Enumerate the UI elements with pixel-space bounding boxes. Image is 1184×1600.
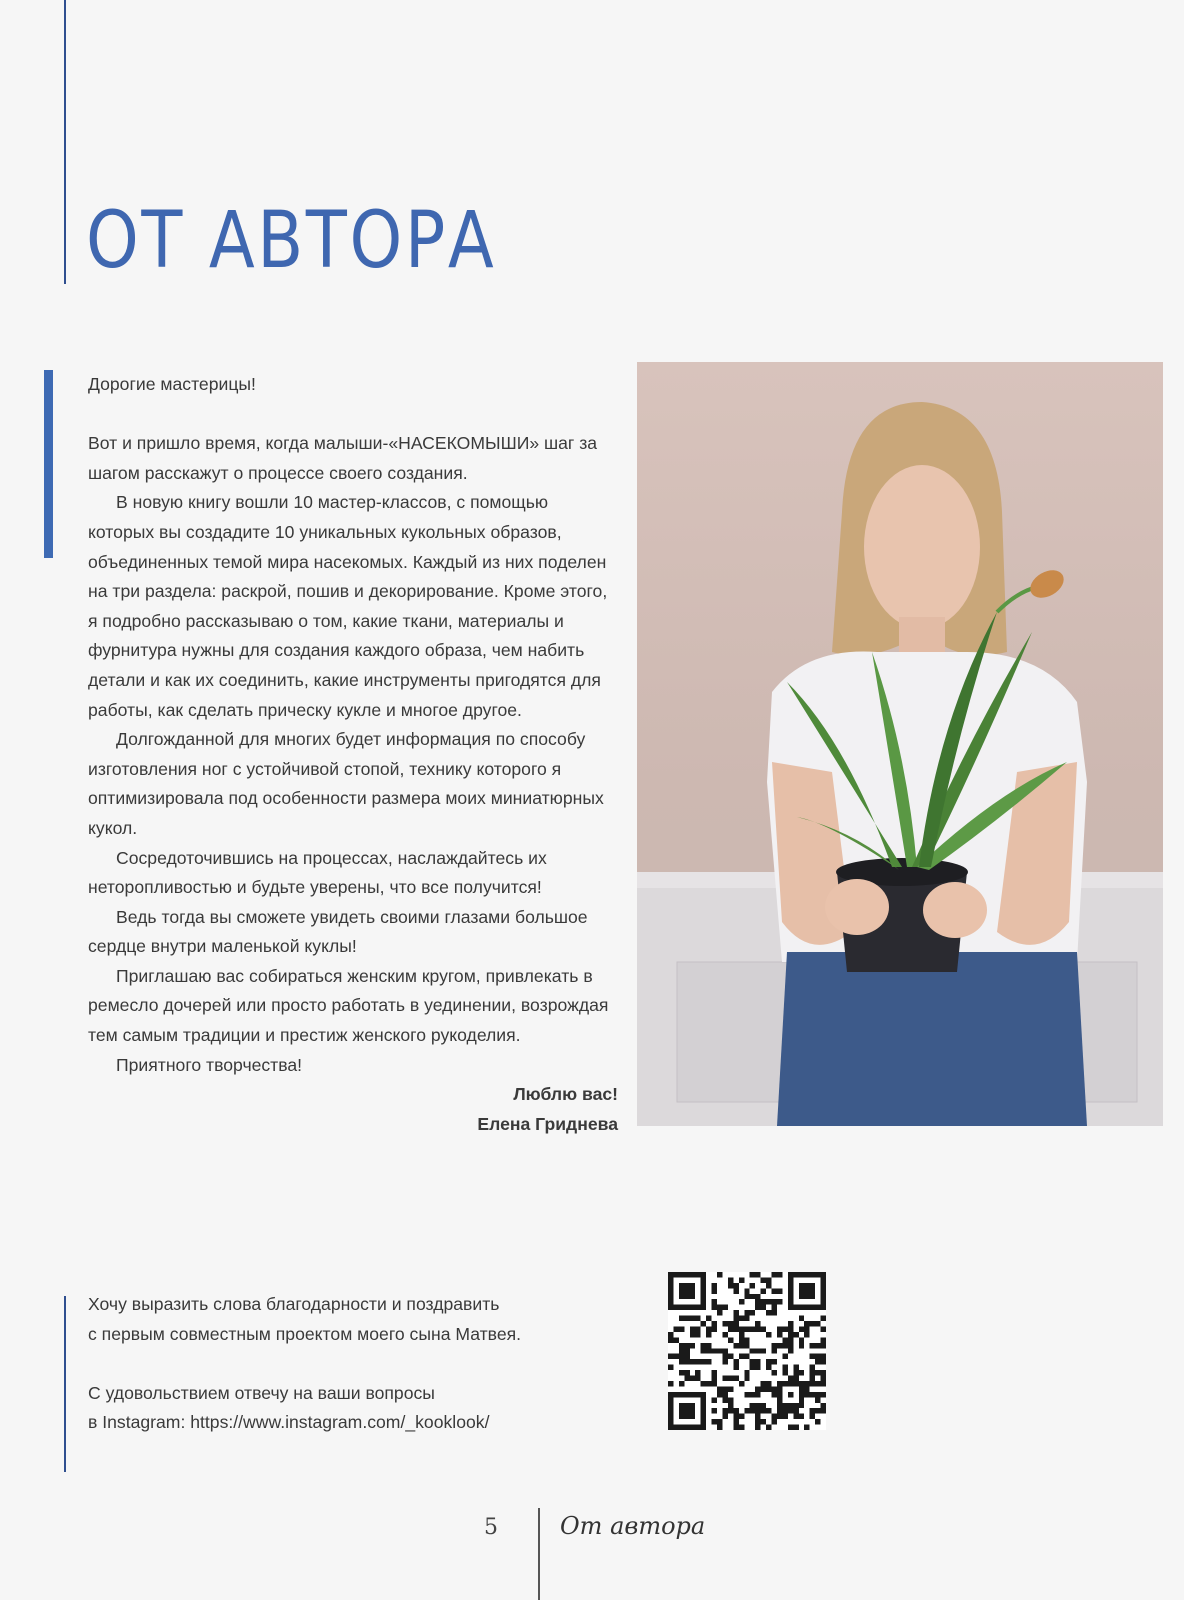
letter-paragraph: Приятного творчества! — [116, 1054, 303, 1075]
qr-module — [788, 1332, 793, 1337]
qr-module — [821, 1326, 826, 1331]
qr-module — [788, 1392, 793, 1397]
qr-module — [706, 1348, 711, 1353]
qr-module — [690, 1359, 695, 1364]
qr-module — [772, 1310, 777, 1315]
qr-module — [712, 1381, 717, 1386]
qr-module — [695, 1359, 700, 1364]
qr-module — [728, 1408, 733, 1413]
qr-module — [744, 1326, 749, 1331]
qr-module — [722, 1321, 727, 1326]
qr-module — [679, 1381, 684, 1386]
qr-module — [810, 1408, 815, 1413]
qr-module — [810, 1370, 815, 1375]
qr-module — [750, 1392, 755, 1397]
thanks-line: с первым совместным проектом моего сына Матвея. — [88, 1323, 522, 1344]
qr-module — [717, 1419, 722, 1424]
qr-module — [739, 1337, 744, 1342]
qr-module — [766, 1381, 771, 1386]
qr-module — [804, 1321, 809, 1326]
qr-module — [755, 1294, 760, 1299]
qr-module — [777, 1332, 782, 1337]
qr-module — [673, 1337, 678, 1342]
qr-module — [772, 1348, 777, 1353]
qr-module — [821, 1370, 826, 1375]
qr-module — [668, 1332, 673, 1337]
qr-module — [782, 1343, 787, 1348]
qr-module — [810, 1392, 815, 1397]
qr-module — [772, 1305, 777, 1310]
qr-module — [750, 1359, 755, 1364]
letter-paragraph: Вот и пришло время, когда малыши-«НАСЕКОМЫШИ» шаг за шагом расскажут о процессе своего создания. — [88, 433, 598, 483]
qr-module — [722, 1414, 727, 1419]
qr-module — [717, 1386, 722, 1391]
qr-module — [733, 1326, 738, 1331]
accent-bar — [44, 370, 53, 558]
qr-module — [810, 1376, 815, 1381]
qr-module — [690, 1326, 695, 1331]
qr-module — [695, 1332, 700, 1337]
qr-module — [777, 1408, 782, 1413]
qr-module — [766, 1277, 771, 1282]
qr-module — [722, 1376, 727, 1381]
qr-module — [788, 1343, 793, 1348]
author-photo — [637, 362, 1163, 1126]
qr-module — [690, 1343, 695, 1348]
qr-module — [815, 1359, 820, 1364]
qr-module — [733, 1376, 738, 1381]
qr-module — [761, 1381, 766, 1386]
qr-module — [788, 1326, 793, 1331]
qr-module — [761, 1403, 766, 1408]
qr-module — [733, 1414, 738, 1419]
letter-paragraph: Долгожданной для многих будет информация по способу изготовления ног с устойчивой стопой, технику которого я оптимизировала под особенности размера моих миниатюрных кукол. — [88, 729, 604, 838]
qr-module — [755, 1326, 760, 1331]
qr-module — [739, 1316, 744, 1321]
qr-module — [810, 1343, 815, 1348]
qr-module — [744, 1408, 749, 1413]
qr-module — [744, 1288, 749, 1293]
qr-module — [799, 1283, 815, 1299]
qr-module — [750, 1403, 755, 1408]
qr-module — [772, 1386, 777, 1391]
qr-module — [772, 1419, 777, 1424]
qr-module — [815, 1392, 820, 1397]
qr-module — [793, 1332, 798, 1337]
qr-module — [679, 1354, 684, 1359]
qr-module — [722, 1348, 727, 1353]
qr-module — [739, 1381, 744, 1386]
qr-module — [668, 1354, 673, 1359]
qr-module — [706, 1332, 711, 1337]
qr-module — [750, 1348, 755, 1353]
qr-module — [804, 1326, 809, 1331]
qr-module — [668, 1381, 673, 1386]
qr-module — [804, 1425, 809, 1430]
qr-module — [766, 1299, 771, 1304]
letter-paragraph: Сосредоточившись на процессах, наслаждайтесь их неторопливостью и будьте уверены, что все получится! — [88, 847, 547, 898]
qr-module — [782, 1408, 787, 1413]
qr-module — [772, 1343, 777, 1348]
qr-module — [788, 1321, 793, 1326]
qr-module — [788, 1348, 793, 1353]
qr-module — [761, 1408, 766, 1413]
qr-module — [782, 1337, 787, 1342]
qr-module — [755, 1414, 760, 1419]
qr-module — [810, 1354, 815, 1359]
qr-module — [695, 1316, 700, 1321]
qr-module — [755, 1365, 760, 1370]
qr-module — [772, 1299, 777, 1304]
qr-module — [821, 1376, 826, 1381]
qr-module — [815, 1354, 820, 1359]
qr-module — [712, 1288, 717, 1293]
qr-module — [821, 1354, 826, 1359]
qr-module — [733, 1321, 738, 1326]
qr-module — [815, 1408, 820, 1413]
qr-module — [821, 1392, 826, 1397]
qr-module — [766, 1386, 771, 1391]
qr-module — [755, 1272, 760, 1277]
qr-module — [755, 1403, 760, 1408]
qr-module — [673, 1326, 678, 1331]
qr-module — [701, 1359, 706, 1364]
qr-module — [810, 1365, 815, 1370]
qr-module — [761, 1419, 766, 1424]
qr-module — [679, 1359, 684, 1364]
qr-module — [788, 1376, 793, 1381]
qr-module — [706, 1359, 711, 1364]
qr-module — [766, 1332, 771, 1337]
qr-module — [717, 1348, 722, 1353]
qr-module — [739, 1332, 744, 1337]
qr-module — [755, 1359, 760, 1364]
qr-module — [733, 1359, 738, 1364]
qr-module — [761, 1326, 766, 1331]
qr-module — [728, 1321, 733, 1326]
qr-module — [777, 1299, 782, 1304]
qr-module — [761, 1386, 766, 1391]
qr-module — [750, 1365, 755, 1370]
qr-module — [733, 1419, 738, 1424]
qr-module — [772, 1392, 777, 1397]
letter-paragraph: Приглашаю вас собираться женским кругом, привлекать в ремесло дочерей или просто работать в уединении, возрождая тем самым традиции и престиж женского рукоделия. — [88, 965, 609, 1046]
qr-module — [804, 1332, 809, 1337]
qr-module — [739, 1343, 744, 1348]
qr-module — [744, 1376, 749, 1381]
qr-module — [793, 1370, 798, 1375]
qr-module — [821, 1359, 826, 1364]
qr-module — [739, 1354, 744, 1359]
qr-module — [717, 1272, 722, 1277]
qr-module — [701, 1343, 706, 1348]
qr-module — [690, 1316, 695, 1321]
qr-module — [766, 1408, 771, 1413]
qr-module — [810, 1381, 815, 1386]
qr-module — [755, 1305, 760, 1310]
letter-paragraph: Ведь тогда вы сможете увидеть своими глазами большое сердце внутри маленькой куклы! — [88, 906, 588, 957]
thanks-line: Хочу выразить слова благодарности и поздравить — [88, 1294, 500, 1314]
qr-module — [690, 1332, 695, 1337]
qr-module — [728, 1283, 733, 1288]
instagram-link[interactable]: в Instagram: https://www.instagram.com/_kooklook/ — [88, 1412, 490, 1433]
qr-module — [755, 1392, 760, 1397]
qr-module — [722, 1408, 727, 1413]
qr-module — [712, 1283, 717, 1288]
qr-module — [695, 1376, 700, 1381]
qr-module — [744, 1392, 749, 1397]
qr-module — [668, 1365, 673, 1370]
qr-module — [673, 1354, 678, 1359]
qr-module — [701, 1381, 706, 1386]
left-margin-rule — [64, 0, 66, 284]
qr-module — [744, 1337, 749, 1342]
qr-module — [712, 1348, 717, 1353]
qr-module — [733, 1408, 738, 1413]
qr-module — [793, 1425, 798, 1430]
qr-module — [750, 1326, 755, 1331]
qr-module — [815, 1397, 820, 1402]
qr-module — [728, 1386, 733, 1391]
qr-module — [712, 1370, 717, 1375]
qr-module — [679, 1316, 684, 1321]
qr-module — [695, 1370, 700, 1375]
qr-module — [810, 1321, 815, 1326]
qr-module — [782, 1414, 787, 1419]
letter-signature — [88, 1080, 618, 1139]
qr-module — [744, 1343, 749, 1348]
qr-module — [755, 1408, 760, 1413]
running-footer-title: От автора — [560, 1512, 706, 1540]
qr-module — [684, 1316, 689, 1321]
qr-module — [728, 1403, 733, 1408]
qr-module — [815, 1419, 820, 1424]
qr-module — [821, 1337, 826, 1342]
qr-module — [706, 1316, 711, 1321]
qr-module — [772, 1414, 777, 1419]
qr-module — [712, 1408, 717, 1413]
qr-module — [739, 1425, 744, 1430]
qr-module — [750, 1294, 755, 1299]
letter-closing: Люблю вас! — [513, 1084, 618, 1105]
qr-module — [810, 1414, 815, 1419]
qr-module — [788, 1337, 793, 1342]
qr-module — [766, 1425, 771, 1430]
qr-module — [815, 1343, 820, 1348]
qr-module — [706, 1326, 711, 1331]
qr-module — [684, 1348, 689, 1353]
qr-module — [712, 1305, 717, 1310]
qr-module — [706, 1343, 711, 1348]
qr-module — [788, 1425, 793, 1430]
qr-module — [815, 1381, 820, 1386]
qr-module — [793, 1365, 798, 1370]
qr-module — [793, 1376, 798, 1381]
qr-module — [821, 1408, 826, 1413]
qr-module — [761, 1288, 766, 1293]
qr-module — [733, 1343, 738, 1348]
qr-module — [755, 1425, 760, 1430]
qr-module — [712, 1326, 717, 1331]
qr-module — [782, 1370, 787, 1375]
qr-module — [712, 1321, 717, 1326]
qr-module — [739, 1414, 744, 1419]
qr-module — [684, 1370, 689, 1375]
qr-code[interactable] — [668, 1272, 826, 1430]
qr-module — [777, 1414, 782, 1419]
qr-module — [777, 1272, 782, 1277]
qr-module — [717, 1392, 722, 1397]
letter-paragraph: В новую книгу вошли 10 мастер-классов, с помощью которых вы создадите 10 уникальных кукольных образов, объединенных темой мира насекомых. Каждый из них поделен на три раздела: раскрой, пошив и декорирование. Кроме этого, я подробно рассказываю о том, какие ткани, материалы и фурнитура нужны для создания каждого образа, чем набить детали и как их соединить, какие инструменты пригодятся для работы, как сделать прическу кукле и многое другое. — [88, 492, 608, 720]
qr-module — [690, 1376, 695, 1381]
qr-module — [793, 1408, 798, 1413]
qr-module — [695, 1326, 700, 1331]
acknowledgements — [88, 1290, 648, 1438]
qr-module — [772, 1370, 777, 1375]
qr-module — [722, 1354, 727, 1359]
qr-module — [717, 1305, 722, 1310]
qr-module — [728, 1397, 733, 1402]
qr-module — [733, 1288, 738, 1293]
qr-module — [739, 1326, 744, 1331]
qr-module — [679, 1348, 684, 1353]
qr-module — [755, 1299, 760, 1304]
qr-module — [744, 1370, 749, 1375]
qr-module — [728, 1354, 733, 1359]
qr-module — [728, 1326, 733, 1331]
qr-module — [761, 1299, 766, 1304]
qr-module — [766, 1359, 771, 1364]
qr-module — [684, 1359, 689, 1364]
qr-module — [766, 1310, 771, 1315]
footer-divider — [538, 1508, 540, 1600]
qr-module — [684, 1376, 689, 1381]
qr-module — [782, 1354, 787, 1359]
qr-module — [772, 1272, 777, 1277]
qr-module — [744, 1294, 749, 1299]
qr-module — [701, 1348, 706, 1353]
qr-module — [761, 1277, 766, 1282]
qr-module — [821, 1403, 826, 1408]
qr-module — [821, 1343, 826, 1348]
qr-module — [750, 1283, 755, 1288]
letter-body — [88, 370, 618, 1139]
qr-module — [733, 1425, 738, 1430]
qr-module — [728, 1277, 733, 1282]
qr-module — [679, 1370, 684, 1375]
qr-module — [804, 1381, 809, 1386]
qr-module — [744, 1354, 749, 1359]
qr-module — [744, 1316, 749, 1321]
left-margin-rule-bottom — [64, 1296, 66, 1472]
qr-module — [772, 1359, 777, 1364]
qr-module — [728, 1337, 733, 1342]
qr-module — [679, 1403, 695, 1419]
qr-module — [755, 1386, 760, 1391]
qr-module — [766, 1365, 771, 1370]
qr-module — [804, 1386, 809, 1391]
qr-module — [804, 1392, 809, 1397]
qr-module — [799, 1343, 804, 1348]
qr-module — [679, 1343, 684, 1348]
qr-module — [701, 1321, 706, 1326]
page-title: ОТ АВТОРА — [86, 196, 497, 286]
qr-module — [722, 1332, 727, 1337]
qr-module — [722, 1392, 727, 1397]
qr-module — [799, 1316, 804, 1321]
qr-module — [739, 1277, 744, 1282]
qr-module — [755, 1419, 760, 1424]
qr-module — [755, 1321, 760, 1326]
qr-module — [799, 1337, 804, 1342]
qr-module — [782, 1326, 787, 1331]
qr-module — [750, 1310, 755, 1315]
qr-module — [679, 1283, 695, 1299]
qr-module — [766, 1283, 771, 1288]
qr-module — [815, 1321, 820, 1326]
qr-module — [821, 1381, 826, 1386]
qr-module — [712, 1376, 717, 1381]
qr-module — [821, 1316, 826, 1321]
qr-module — [706, 1381, 711, 1386]
qr-module — [733, 1316, 738, 1321]
qr-module — [799, 1414, 804, 1419]
qr-module — [750, 1272, 755, 1277]
contact-line: С удовольствием отвечу на ваши вопросы — [88, 1382, 435, 1403]
qr-module — [684, 1343, 689, 1348]
qr-module — [744, 1310, 749, 1315]
qr-module — [777, 1288, 782, 1293]
qr-module — [733, 1283, 738, 1288]
qr-module — [733, 1365, 738, 1370]
qr-module — [788, 1408, 793, 1413]
qr-module — [777, 1326, 782, 1331]
letter-greeting: Дорогие мастерицы! — [88, 374, 256, 394]
qr-module — [717, 1425, 722, 1430]
qr-module — [733, 1310, 738, 1315]
qr-module — [777, 1343, 782, 1348]
qr-module — [739, 1299, 744, 1304]
qr-module — [722, 1305, 727, 1310]
page-number: 5 — [484, 1515, 498, 1540]
qr-module — [668, 1337, 673, 1342]
qr-module — [761, 1305, 766, 1310]
qr-module — [712, 1419, 717, 1424]
qr-module — [728, 1376, 733, 1381]
qr-module — [722, 1397, 727, 1402]
qr-module — [782, 1365, 787, 1370]
author-name: Елена Гриднева — [477, 1113, 618, 1134]
qr-module — [717, 1310, 722, 1315]
qr-module — [761, 1348, 766, 1353]
qr-module — [799, 1326, 804, 1331]
qr-module — [750, 1408, 755, 1413]
qr-module — [712, 1299, 717, 1304]
qr-module — [772, 1288, 777, 1293]
qr-module — [712, 1397, 717, 1402]
qr-module — [793, 1414, 798, 1419]
qr-module — [722, 1359, 727, 1364]
qr-module — [722, 1386, 727, 1391]
qr-module — [679, 1326, 684, 1331]
qr-module — [799, 1370, 804, 1375]
qr-module — [755, 1348, 760, 1353]
qr-module — [815, 1370, 820, 1375]
qr-module — [684, 1354, 689, 1359]
